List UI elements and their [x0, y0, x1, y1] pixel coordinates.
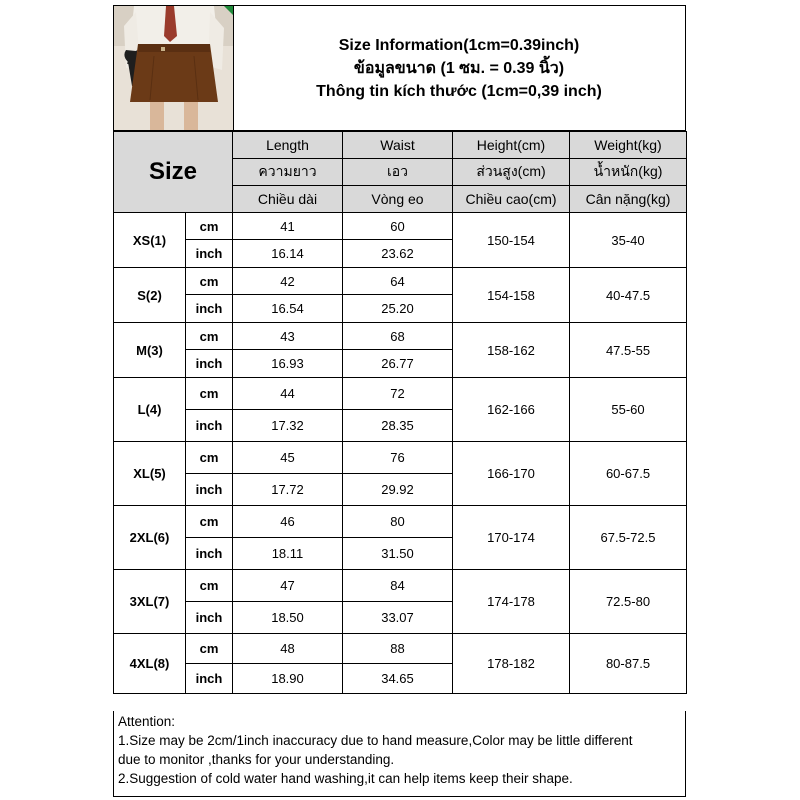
unit-label-inch: inch — [186, 295, 233, 323]
waist-inch-cell: 25.20 — [343, 295, 453, 323]
length-inch-cell: 16.93 — [233, 350, 343, 378]
height-cell: 178-182 — [453, 634, 570, 694]
waist-cm-cell: 68 — [343, 323, 453, 350]
length-cm-cell: 42 — [233, 268, 343, 295]
unit-label-inch: inch — [186, 538, 233, 570]
col-header-weight-en: Weight(kg) — [570, 132, 687, 159]
attention-notes — [113, 711, 686, 797]
waist-cm-cell: 84 — [343, 570, 453, 602]
weight-cell: 47.5-55 — [570, 323, 687, 378]
size-row-cm — [114, 213, 687, 240]
unit-label-cm: cm — [186, 378, 233, 410]
unit-label-cm: cm — [186, 268, 233, 295]
weight-cell: 55-60 — [570, 378, 687, 442]
notes-heading: Attention: — [118, 714, 176, 729]
height-cell: 162-166 — [453, 378, 570, 442]
length-cm-cell: 46 — [233, 506, 343, 538]
length-cm-cell: 44 — [233, 378, 343, 410]
unit-label-cm: cm — [186, 323, 233, 350]
length-cm-cell: 48 — [233, 634, 343, 664]
waist-inch-cell: 34.65 — [343, 664, 453, 694]
length-inch-cell: 17.32 — [233, 410, 343, 442]
col-header-weight-th: น้ำหนัก(kg) — [570, 159, 687, 186]
length-inch-cell: 18.11 — [233, 538, 343, 570]
length-cm-cell: 41 — [233, 213, 343, 240]
col-header-length-en: Length — [233, 132, 343, 159]
height-cell: 174-178 — [453, 570, 570, 634]
unit-label-inch: inch — [186, 664, 233, 694]
size-label: 3XL(7) — [114, 570, 186, 634]
unit-label-cm: cm — [186, 634, 233, 664]
col-header-waist-en: Waist — [343, 132, 453, 159]
size-row-cm — [114, 570, 687, 602]
waist-inch-cell: 29.92 — [343, 474, 453, 506]
unit-label-cm: cm — [186, 442, 233, 474]
unit-label-inch: inch — [186, 602, 233, 634]
weight-cell: 35-40 — [570, 213, 687, 268]
size-row-cm — [114, 378, 687, 410]
col-header-length-th: ความยาว — [233, 159, 343, 186]
length-inch-cell: 18.90 — [233, 664, 343, 694]
length-inch-cell: 17.72 — [233, 474, 343, 506]
length-cm-cell: 45 — [233, 442, 343, 474]
unit-label-inch: inch — [186, 474, 233, 506]
title-vietnamese: Thông tin kích thước (1cm=0,39 inch) — [316, 82, 602, 100]
weight-cell: 40-47.5 — [570, 268, 687, 323]
weight-cell: 67.5-72.5 — [570, 506, 687, 570]
weight-cell: 80-87.5 — [570, 634, 687, 694]
unit-label-cm: cm — [186, 213, 233, 240]
waist-cm-cell: 76 — [343, 442, 453, 474]
waist-inch-cell: 28.35 — [343, 410, 453, 442]
height-cell: 150-154 — [453, 213, 570, 268]
size-label: 4XL(8) — [114, 634, 186, 694]
height-cell: 154-158 — [453, 268, 570, 323]
col-header-waist-th: เอว — [343, 159, 453, 186]
size-label: L(4) — [114, 378, 186, 442]
height-cell: 170-174 — [453, 506, 570, 570]
title-thai: ข้อมูลขนาด (1 ซม. = 0.39 นิ้ว) — [353, 59, 565, 77]
size-chart — [113, 5, 686, 797]
waist-cm-cell: 60 — [343, 213, 453, 240]
size-label: M(3) — [114, 323, 186, 378]
unit-label-cm: cm — [186, 506, 233, 538]
size-table — [113, 131, 687, 694]
product-photo-image — [114, 6, 233, 130]
waist-cm-cell: 72 — [343, 378, 453, 410]
unit-label-cm: cm — [186, 570, 233, 602]
col-header-height-vi: Chiều cao(cm) — [453, 186, 570, 213]
length-cm-cell: 43 — [233, 323, 343, 350]
notes-line: 1.Size may be 2cm/1inch inaccuracy due to hand measure,Color may be little different — [118, 733, 633, 748]
title-block — [233, 6, 685, 130]
size-row-cm — [114, 268, 687, 295]
size-label: XS(1) — [114, 213, 186, 268]
size-header: Size — [114, 132, 233, 213]
length-inch-cell: 18.50 — [233, 602, 343, 634]
length-inch-cell: 16.14 — [233, 240, 343, 268]
size-label: S(2) — [114, 268, 186, 323]
height-cell: 158-162 — [453, 323, 570, 378]
unit-label-inch: inch — [186, 410, 233, 442]
unit-label-inch: inch — [186, 240, 233, 268]
col-header-weight-vi: Cân nặng(kg) — [570, 186, 687, 213]
waist-inch-cell: 26.77 — [343, 350, 453, 378]
size-label: 2XL(6) — [114, 506, 186, 570]
waist-inch-cell: 33.07 — [343, 602, 453, 634]
notes-line: 2.Suggestion of cold water hand washing,it can help items keep their shape. — [118, 771, 573, 786]
length-cm-cell: 47 — [233, 570, 343, 602]
title-english: Size Information(1cm=0.39inch) — [338, 36, 580, 54]
weight-cell: 72.5-80 — [570, 570, 687, 634]
size-row-cm — [114, 442, 687, 474]
size-row-cm — [114, 323, 687, 350]
corner-marker — [224, 6, 233, 15]
waist-cm-cell: 80 — [343, 506, 453, 538]
waist-cm-cell: 88 — [343, 634, 453, 664]
chart-header — [113, 5, 686, 131]
length-inch-cell: 16.54 — [233, 295, 343, 323]
col-header-height-en: Height(cm) — [453, 132, 570, 159]
unit-label-inch: inch — [186, 350, 233, 378]
height-cell: 166-170 — [453, 442, 570, 506]
col-header-length-vi: Chiều dài — [233, 186, 343, 213]
size-row-cm — [114, 634, 687, 664]
waist-cm-cell: 64 — [343, 268, 453, 295]
size-row-cm — [114, 506, 687, 538]
waist-inch-cell: 31.50 — [343, 538, 453, 570]
product-photo — [114, 6, 234, 130]
col-header-height-th: ส่วนสูง(cm) — [453, 159, 570, 186]
notes-line: due to monitor ,thanks for your understanding. — [118, 752, 395, 767]
weight-cell: 60-67.5 — [570, 442, 687, 506]
col-header-waist-vi: Vòng eo — [343, 186, 453, 213]
waist-inch-cell: 23.62 — [343, 240, 453, 268]
size-label: XL(5) — [114, 442, 186, 506]
